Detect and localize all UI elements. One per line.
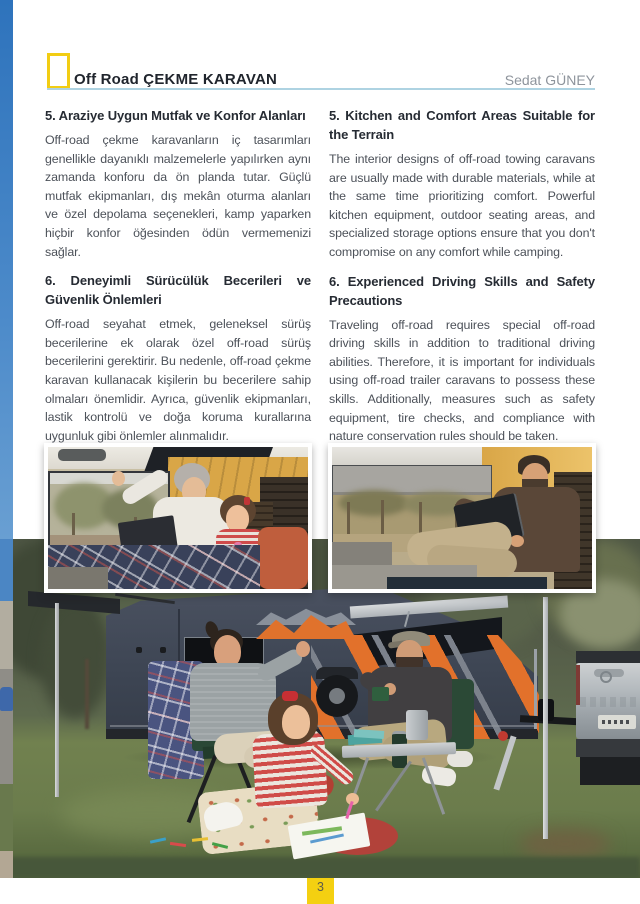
section-body: Off-road seyahat etmek, geleneksel sürüş becerilerine ek olarak özel off-road sürüş becerilerini gerektirir. Bu nedenle, off-road çekme karavan kullanacak kişilerin bu becerilere sahip olmaları önemlidir. Ayrıca, güvenlik ekipmanları, lastik kontrolü ve doğa koruma kurallarına uygunluk gibi önlemler alınmalıdır. — [45, 317, 311, 443]
man-hand — [510, 535, 524, 547]
pencil — [150, 837, 166, 843]
red-hair-bow — [282, 691, 298, 701]
mother-hand — [112, 471, 125, 486]
page-edge-photo-strip — [0, 0, 13, 539]
page-number: 3 — [317, 880, 324, 894]
bed-edge — [48, 567, 108, 589]
pencil — [212, 842, 228, 849]
photo-frame-right — [328, 443, 596, 593]
strip-grass — [0, 784, 13, 851]
pencil — [192, 837, 208, 842]
pickup-truck — [576, 635, 640, 795]
section-heading: 5. Araziye Uygun Mutfak ve Konfor Alanları — [45, 108, 306, 123]
section-tr-5 — [45, 106, 311, 261]
tailgate-lettering — [580, 697, 636, 707]
girl-face — [282, 705, 310, 739]
photo-frame-left — [44, 443, 312, 593]
column-turkish — [45, 106, 311, 445]
truck-taillight — [576, 665, 580, 705]
strip-parked-car — [0, 687, 13, 711]
awning-pole-right — [543, 597, 548, 839]
section-tr-6 — [45, 271, 311, 445]
section-heading: 6. Experienced Driving Skills and Safety Precautions — [329, 273, 595, 308]
truck-bumper — [576, 739, 640, 757]
table-leg — [422, 757, 445, 814]
truck-bed-rail — [576, 651, 640, 663]
header-underline — [47, 88, 595, 90]
ceiling-vent — [58, 449, 106, 461]
section-en-6 — [329, 272, 595, 446]
section-en-5 — [329, 106, 595, 262]
steel-cup — [406, 710, 428, 740]
dark-table-edge — [387, 577, 547, 589]
trailer-latch — [136, 647, 142, 653]
plate-text-marks — [602, 720, 632, 724]
tree-foliage — [40, 599, 110, 719]
section-body: Off-road çekme karavanların iç tasarımları genellikle dayanıklı malzemelerle yapılırken aynı zamanda konforu da ön planda tutar. Güçlü mutfak ekipmanları, dış mekân oturma alanları ve özel depolama seçenekleri, kamp yaparken hiçbir konfor öğesinden ödün vermemenizi sağlar. — [45, 133, 311, 259]
column-english — [329, 106, 595, 446]
strip-pavement — [0, 851, 13, 878]
orange-pillow — [258, 527, 308, 589]
street-scene-strip — [0, 539, 13, 878]
section-body: Traveling off-road requires special off-road driving skills in addition to traditional driving abilities. Therefore, it is important for individuals using off-road trailer caravans to possess these skills. Additionally, measures such as safety equipment, tire checks, and compliance with nature conservation rules should be taken. — [329, 317, 595, 444]
photo-caravan-interior-man-tablet — [332, 447, 592, 589]
page-number-badge — [307, 878, 334, 904]
yellow-frame-icon — [47, 53, 70, 89]
pencil — [170, 842, 186, 847]
vw-emblem — [600, 671, 612, 683]
section-heading: 6. Deneyimli Sürücülük Becerileri ve Güvenlik Önlemleri — [45, 273, 311, 308]
tree-trunk — [85, 659, 89, 729]
section-body: The interior designs of off-road towing caravans are usually made with durable materials, while at the same time prioritizing comfort. Powerful kitchen equipment, outdoor seating areas, and specialized storage options ensure that you don't compromise on any comfort while camping. — [329, 152, 595, 259]
strip-sky — [0, 539, 13, 601]
child-face — [226, 505, 249, 532]
woman-hand — [296, 641, 310, 657]
section-heading: 5. Kitchen and Comfort Areas Suitable for the Terrain — [329, 108, 595, 142]
strip-building — [0, 601, 13, 669]
dirt-patch — [520, 829, 610, 859]
jack-knob — [498, 731, 508, 741]
awning-pole-left — [55, 603, 59, 797]
colored-pencils — [150, 835, 240, 855]
truck-underside — [580, 757, 640, 785]
photo-caravan-interior-mother-daughter — [48, 447, 308, 589]
child-hair-clip — [244, 497, 250, 505]
page-title: Off Road ÇEKME KARAVAN — [74, 71, 278, 88]
author-name: Sedat GÜNEY — [504, 72, 595, 88]
